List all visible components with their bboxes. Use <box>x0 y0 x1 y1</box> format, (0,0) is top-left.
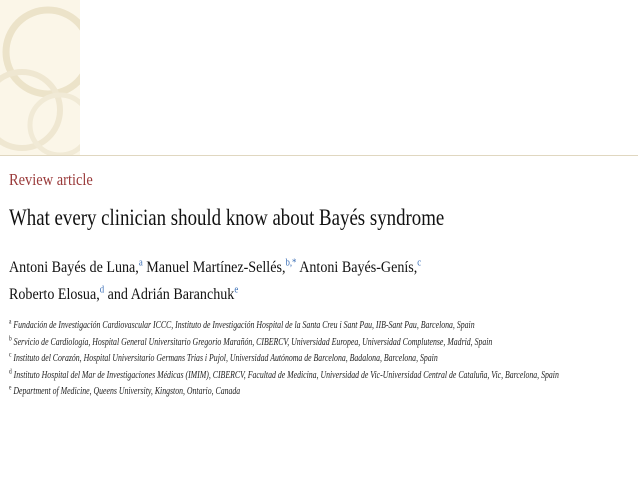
affiliation-item <box>9 351 559 368</box>
corner-decoration <box>0 0 80 155</box>
decorative-circles-icon <box>0 0 80 155</box>
author-mark[interactable]: a <box>138 257 143 269</box>
affiliation-item <box>9 335 559 352</box>
affiliation-text: Instituto del Corazón, Hospital Universitario Germans Trias i Pujol, Universidad Autónoma de Barcelona, Badalona, Barcelona, Spain <box>13 353 438 364</box>
author-name: Antoni Bayés-Genís, <box>299 259 418 276</box>
article-title: What every clinician should know about Bayés syndrome <box>9 205 445 230</box>
author-name: and Adrián Baranchuk <box>107 286 235 303</box>
affiliation-item <box>9 318 559 335</box>
affiliation-list <box>9 318 559 401</box>
affiliation-text: Fundación de Investigación Cardiovascular ICCC, Instituto de Investigación Hospital de la Santa Creu i Sant Pau, IIB-Sant Pau, Barcelona, Spain <box>13 320 475 331</box>
author-name: Roberto Elosua, <box>9 286 100 303</box>
affiliation-item <box>9 384 559 401</box>
affiliation-mark: a <box>9 317 12 326</box>
affiliation-mark: b <box>9 334 12 343</box>
affiliation-text: Department of Medicine, Queens University, Kingston, Ontario, Canada <box>13 386 241 397</box>
author-name: Antoni Bayés de Luna, <box>9 259 139 276</box>
affiliation-text: Servicio de Cardiología, Hospital General Universitario Gregorio Marañón, CIBERCV, Universidad Europea, Universidad Complutense, Madrid, Spain <box>13 336 493 348</box>
author-mark[interactable]: c <box>417 257 422 269</box>
affiliation-mark: d <box>9 367 12 376</box>
author-mark[interactable]: d <box>99 284 105 296</box>
affiliation-text: Instituto Hospital del Mar de Investigaciones Médicas (IMIM), CIBERCV, Facultad de Medicina, Universidad de Vic-Universidad Central de Cataluña, Vic, Barcelona, Spain <box>13 369 559 381</box>
affiliation-item <box>9 368 559 385</box>
author-name: Manuel Martínez-Sellés, <box>146 259 286 276</box>
article-type-label: Review article <box>9 170 93 189</box>
affiliation-mark: e <box>9 383 12 392</box>
header-divider <box>0 155 638 156</box>
author-mark[interactable]: e <box>234 284 239 296</box>
affiliation-mark: c <box>9 350 12 359</box>
author-mark[interactable]: b,* <box>285 257 297 269</box>
author-list <box>9 254 421 308</box>
